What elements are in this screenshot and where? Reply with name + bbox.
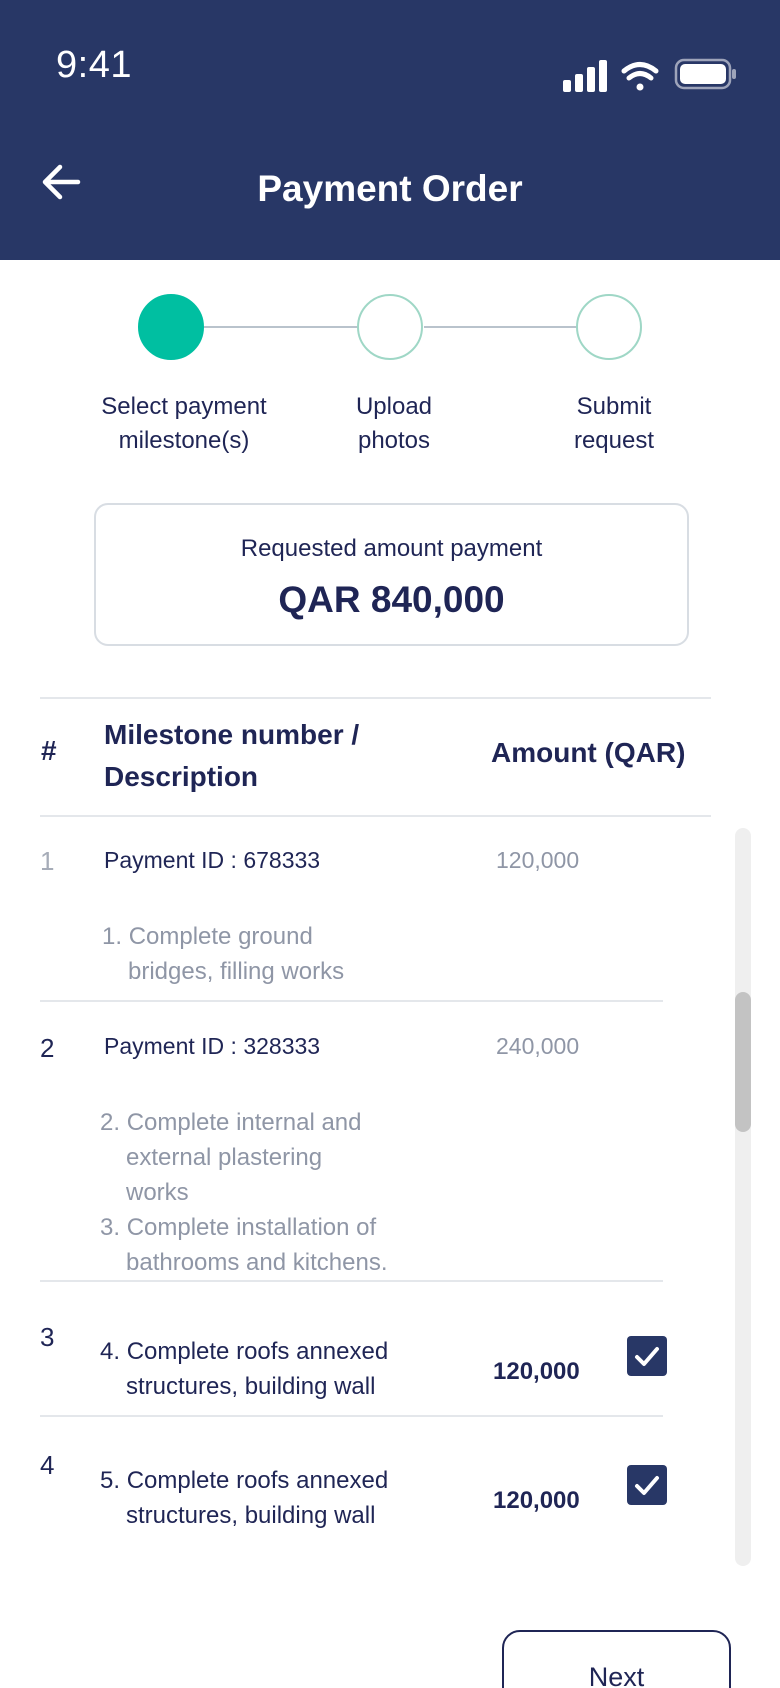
milestone-description: 1. Complete ground bridges, filling works [102,923,345,985]
step-1-label: Select payment milestone(s) [101,393,267,454]
row-number: 1 [40,846,55,876]
table-header-divider [40,815,711,817]
row-divider [40,1000,663,1002]
payment-id: Payment ID : 328333 [104,1033,321,1059]
requested-amount-card [94,503,689,646]
row-number: 2 [40,1033,55,1063]
step-3-label: Submit request [573,393,655,454]
milestone-description: 5. Complete roofs annexed structures, building wall [100,1467,389,1529]
payment-id: Payment ID : 678333 [104,847,321,873]
step-2-indicator [357,294,423,360]
milestone-checkbox[interactable] [627,1336,667,1376]
requested-amount-value: QAR 840,000 [278,579,505,620]
row-amount: 120,000 [493,1487,580,1514]
milestone-checkbox[interactable] [627,1465,667,1505]
col-header-amount: Amount (QAR) [491,737,686,768]
wifi-icon [624,65,656,91]
row-divider [40,1415,663,1417]
row-divider [40,1280,663,1282]
step-3-indicator [576,294,642,360]
col-header-description: Milestone number / Description [104,719,360,792]
table-top-divider [40,697,711,699]
check-icon [627,1336,667,1376]
cellular-signal-icon [563,60,607,92]
step-connector [424,326,578,328]
row-amount: 120,000 [493,1358,580,1385]
app-header [0,0,780,260]
scrollbar-track[interactable] [735,828,751,1566]
row-amount: 120,000 [496,847,580,873]
milestone-description: 2. Complete internal and external plastering works 3. Complete installation of bathrooms and kitchens. [100,1109,388,1276]
col-header-number: # [41,735,57,766]
progress-stepper [0,292,780,362]
status-icons [560,58,740,103]
step-1-indicator [138,294,204,360]
status-time: 9:41 [56,44,132,86]
row-number: 3 [40,1322,55,1352]
milestone-description: 4. Complete roofs annexed structures, building wall [100,1338,389,1400]
page-title: Payment Order [257,168,523,209]
battery-icon [676,60,736,88]
next-button-label: Next [588,1662,645,1688]
scrollbar-thumb[interactable] [735,992,751,1132]
requested-amount-label: Requested amount payment [240,535,543,562]
step-connector [204,326,358,328]
next-button[interactable] [502,1630,731,1688]
check-icon [627,1465,667,1505]
row-number: 4 [40,1450,55,1480]
row-amount: 240,000 [496,1033,580,1059]
step-2-label: Upload photos [355,393,433,454]
